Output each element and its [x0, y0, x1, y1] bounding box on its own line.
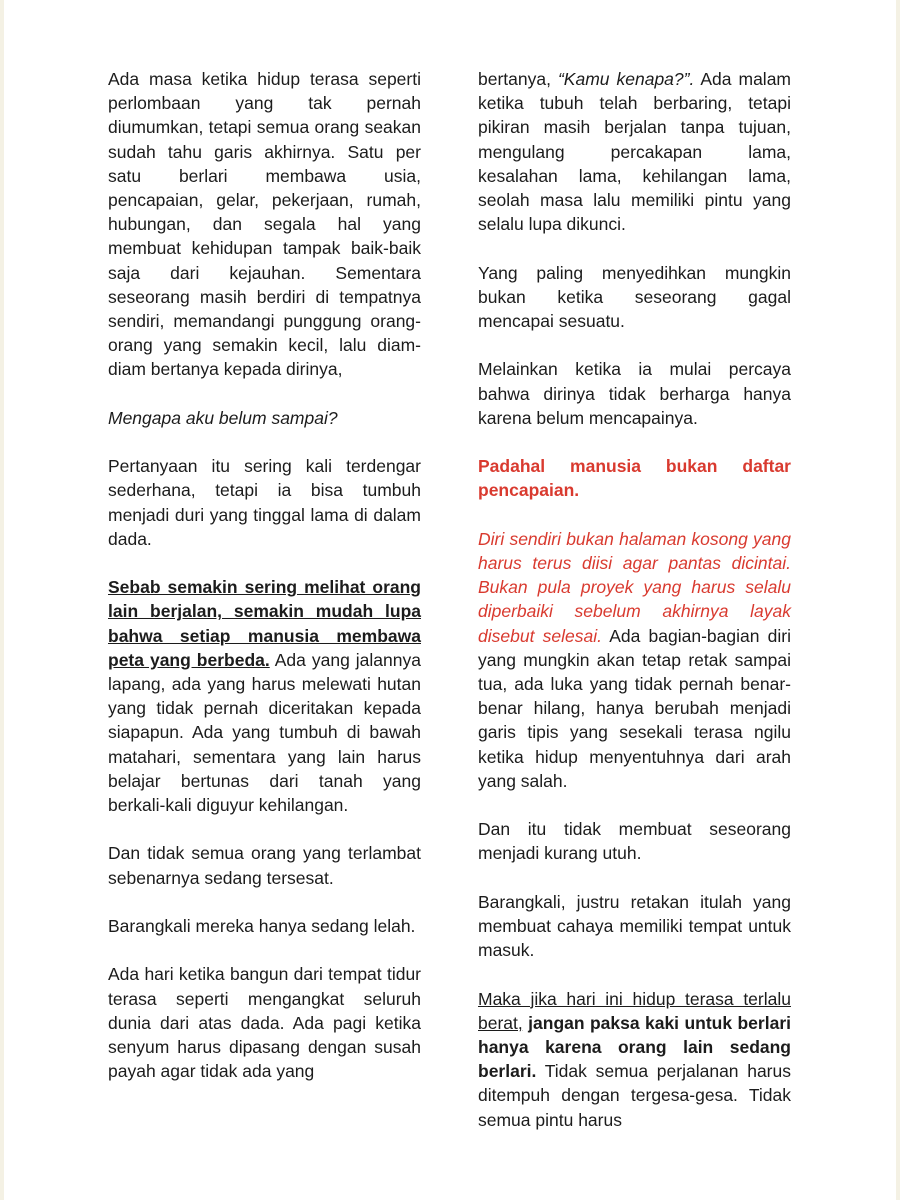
paragraph-text: Ada yang jalannya lapang, ada yang harus melewati hutan yang tidak pernah diceritakan kepada siapapun. Ada yang tumbuh di bawah matahari, sementara yang lain harus belajar bertunas dari tanah yang berkali-kali diguyur kehilangan.: [108, 649, 421, 816]
right-column: [478, 67, 791, 1156]
paragraph: Pertanyaan itu sering kali terdengar sederhana, tetapi ia bisa tumbuh menjadi duri yang tinggal lama di dalam dada.: [108, 456, 421, 549]
paragraph: Dan tidak semua orang yang terlambat sebenarnya sedang tersesat.: [108, 843, 421, 888]
paragraph-text: bertanya,: [478, 69, 558, 89]
paragraph: Dan itu tidak membuat seseorang menjadi kurang utuh.: [478, 819, 791, 864]
bold-underlined-emphasis: Sebab semakin sering melihat orang lain berjalan, semakin mudah lupa bahwa setiap manusia membawa peta yang berbeda.: [108, 577, 421, 670]
paragraph: Ada hari ketika bangun dari tempat tidur terasa seperti mengangkat seluruh dunia dari atas dada. Ada pagi ketika senyum harus dipasang dengan susah payah agar tidak ada yang: [108, 964, 421, 1082]
paragraph: Barangkali mereka hanya sedang lelah.: [108, 916, 416, 937]
red-bold-heading: Padahal manusia bukan daftar pencapaian.: [478, 456, 791, 501]
paragraph-text: Ada bagian-bagian diri yang mungkin akan tetap retak sampai tua, ada luka yang tidak pernah benar-benar hilang, hanya berubah menjadi garis tipis yang sesekali terasa ngilu ketika hidup menyentuhnya dari arah yang salah.: [478, 625, 791, 791]
document-page: [4, 0, 896, 1200]
bold-text: jangan paksa kaki untuk berlari hanya karena orang lain sedang berlari.: [478, 1012, 791, 1082]
paragraph-text: Tidak semua perjalanan harus ditempuh dengan tergesa-gesa. Tidak semua pintu harus: [478, 1061, 791, 1130]
paragraph: [478, 67, 791, 236]
paragraph: Ada masa ketika hidup terasa seperti perlombaan yang tak pernah diumumkan, tetapi semua orang seakan sudah tahu garis akhirnya. Satu per satu berlari membawa usia, pencapaian, gelar, pekerjaan, rumah, hubungan, dan segala hal yang membuat kehidupan tampak baik-baik saja dari kejauhan. Sementara seseorang masih berdiri di tempatnya sendiri, memandangi punggung orang-orang yang semakin kecil, lalu diam-diam bertanya kepada dirinya,: [108, 69, 421, 380]
left-column: [108, 67, 421, 1108]
paragraph: Barangkali, justru retakan itulah yang membuat cahaya memiliki tempat untuk masuk.: [478, 891, 791, 961]
paragraph: Yang paling menyedihkan mungkin bukan ketika seseorang gagal mencapai sesuatu.: [478, 262, 791, 332]
paragraph-text: Ada malam ketika tubuh telah berbaring, tetapi pikiran masih berjalan tanpa tujuan, mengulang percakapan lama, kesalahan lama, kehilangan lama, seolah masa lalu memiliki pintu yang selalu lupa dikunci.: [478, 69, 792, 235]
italic-question: Mengapa aku belum sampai?: [108, 407, 338, 428]
underlined-text: Maka jika hari ini hidup terasa terlalu berat,: [478, 988, 791, 1033]
paragraph: [478, 987, 791, 1132]
red-italic-text: Diri sendiri bukan halaman kosong yang harus terus diisi agar pantas dicintai. Bukan pula proyek yang harus selalu diperbaiki sebelum akhirnya layak disebut selesai.: [478, 528, 791, 646]
italic-quote: “Kamu kenapa?”.: [557, 69, 695, 89]
paragraph: Melainkan ketika ia mulai percaya bahwa dirinya tidak berharga hanya karena belum mencapainya.: [478, 359, 791, 428]
paragraph: [108, 575, 421, 817]
paragraph: [478, 527, 791, 793]
